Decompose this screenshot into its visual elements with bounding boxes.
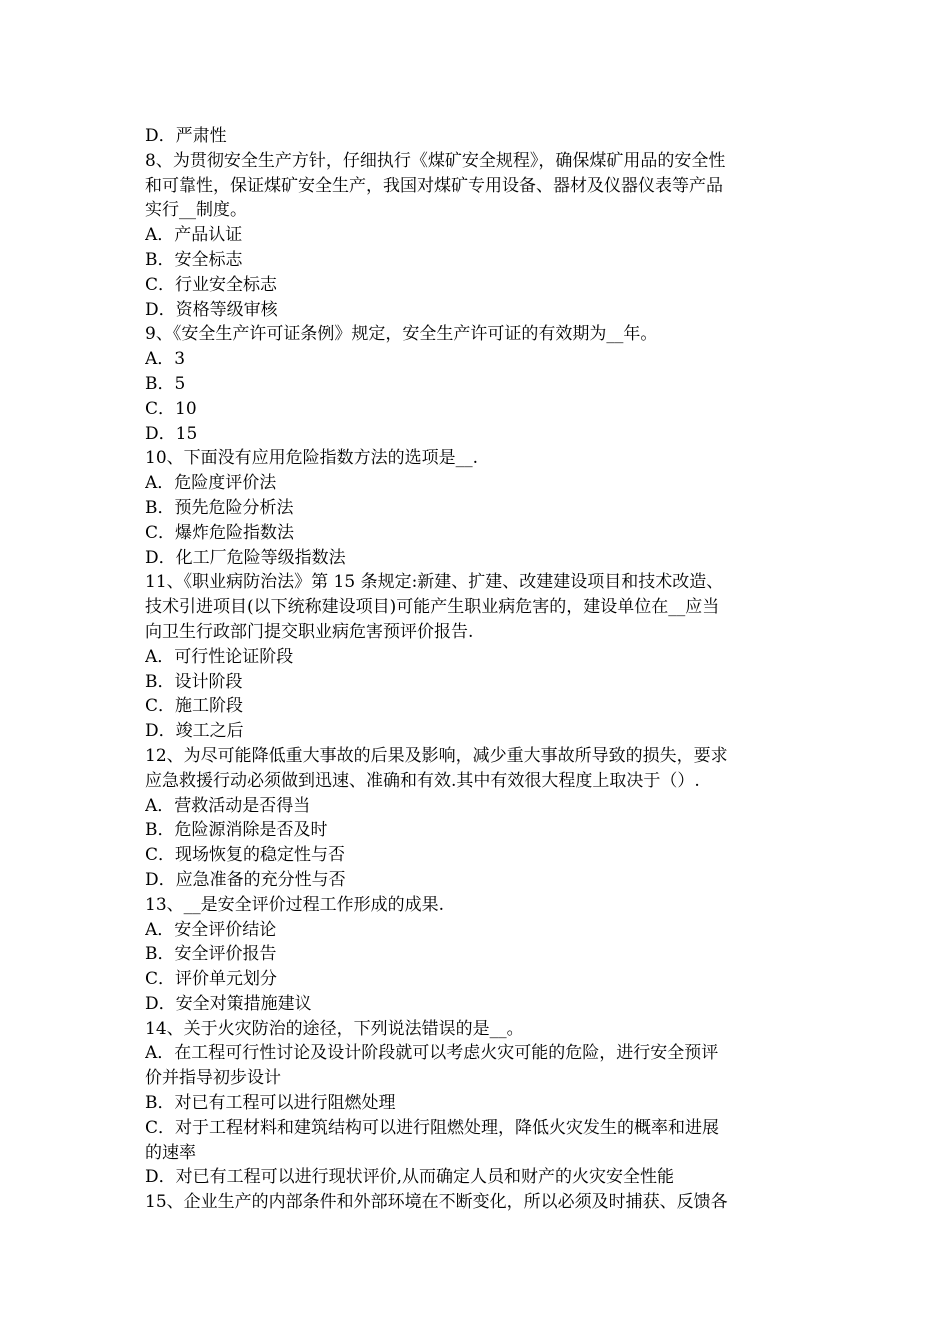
option-b: B．安全标志 [145, 249, 243, 270]
option-d: D．应急准备的充分性与否 [145, 869, 346, 890]
option-a: A．危险度评价法 [145, 473, 277, 494]
question-12-line-1: 12、为尽可能降低重大事故的后果及影响，减少重大事故所导致的损失，要求 [145, 745, 728, 766]
question-15-line-1: 15、企业生产的内部条件和外部环境在不断变化，所以必须及时捕获、反馈各 [145, 1192, 728, 1213]
option-b: B．预先危险分析法 [145, 497, 294, 518]
option-d: D．15 [145, 423, 198, 444]
option-a: A．3 [145, 349, 186, 370]
question-14: 14、关于火灾防治的途径，下列说法错误的是__。 [145, 1018, 524, 1039]
text-line: D．严肃性 [145, 126, 227, 146]
option-d: D．化工厂危险等级指数法 [145, 547, 346, 568]
option-c: C．现场恢复的稳定性与否 [145, 845, 346, 866]
question-11-line-1: 11、《职业病防治法》第 15 条规定:新建、扩建、改建建设项目和技术改造、 [145, 572, 724, 593]
option-c-line-2: 的速率 [145, 1142, 196, 1163]
option-a: A．安全评价结论 [145, 919, 277, 940]
question-11-line-3: 向卫生行政部门提交职业病危害预评价报告. [145, 621, 474, 642]
option-a: A．可行性论证阶段 [145, 646, 294, 667]
option-d: D．安全对策措施建议 [145, 993, 312, 1014]
option-d: D．资格等级审核 [145, 299, 278, 320]
option-d: D．竣工之后 [145, 721, 244, 742]
option-b: B．5 [145, 373, 186, 394]
option-c: C．10 [145, 398, 197, 419]
question-8-line-2: 和可靠性，保证煤矿安全生产，我国对煤矿专用设备、器材及仪器仪表等产品 [145, 175, 723, 196]
option-c-line-1: C．对于工程材料和建筑结构可以进行阻燃处理，降低火灾发生的概率和进展 [145, 1117, 720, 1138]
document-page [145, 124, 810, 1215]
question-12-line-2: 应急救援行动必须做到迅速、准确和有效.其中有效很大程度上取决于（）. [145, 770, 700, 791]
option-b: B．对已有工程可以进行阻燃处理 [145, 1093, 396, 1114]
option-a-line-2: 价并指导初步设计 [145, 1068, 281, 1089]
question-9: 9、《安全生产许可证条例》规定，安全生产许可证的有效期为__年。 [145, 324, 658, 345]
option-c: C．爆炸危险指数法 [145, 522, 295, 543]
question-10: 10、下面没有应用危险指数方法的选项是__. [145, 448, 479, 469]
option-a: A．产品认证 [145, 225, 243, 246]
option-b: B．安全评价报告 [145, 944, 277, 965]
option-b: B．设计阶段 [145, 671, 243, 692]
option-a: A．营救活动是否得当 [145, 795, 311, 816]
option-c: C．行业安全标志 [145, 274, 278, 295]
question-13: 13、__是安全评价过程工作形成的成果. [145, 894, 445, 915]
question-11-line-2: 技术引进项目(以下统称建设项目)可能产生职业病危害的，建设单位在__应当 [145, 597, 720, 618]
option-d: D．对已有工程可以进行现状评价,从而确定人员和财产的火灾安全性能 [145, 1167, 675, 1188]
question-8-line-3: 实行__制度。 [145, 200, 247, 221]
option-c: C．施工阶段 [145, 696, 244, 717]
option-a-line-1: A．在工程可行性讨论及设计阶段就可以考虑火灾可能的危险，进行安全预评 [145, 1043, 719, 1064]
question-8-line-1: 8、为贯彻安全生产方针，仔细执行《煤矿安全规程》，确保煤矿用品的安全性 [145, 150, 726, 171]
option-b: B．危险源消除是否及时 [145, 820, 328, 841]
option-c: C．评价单元划分 [145, 969, 278, 990]
